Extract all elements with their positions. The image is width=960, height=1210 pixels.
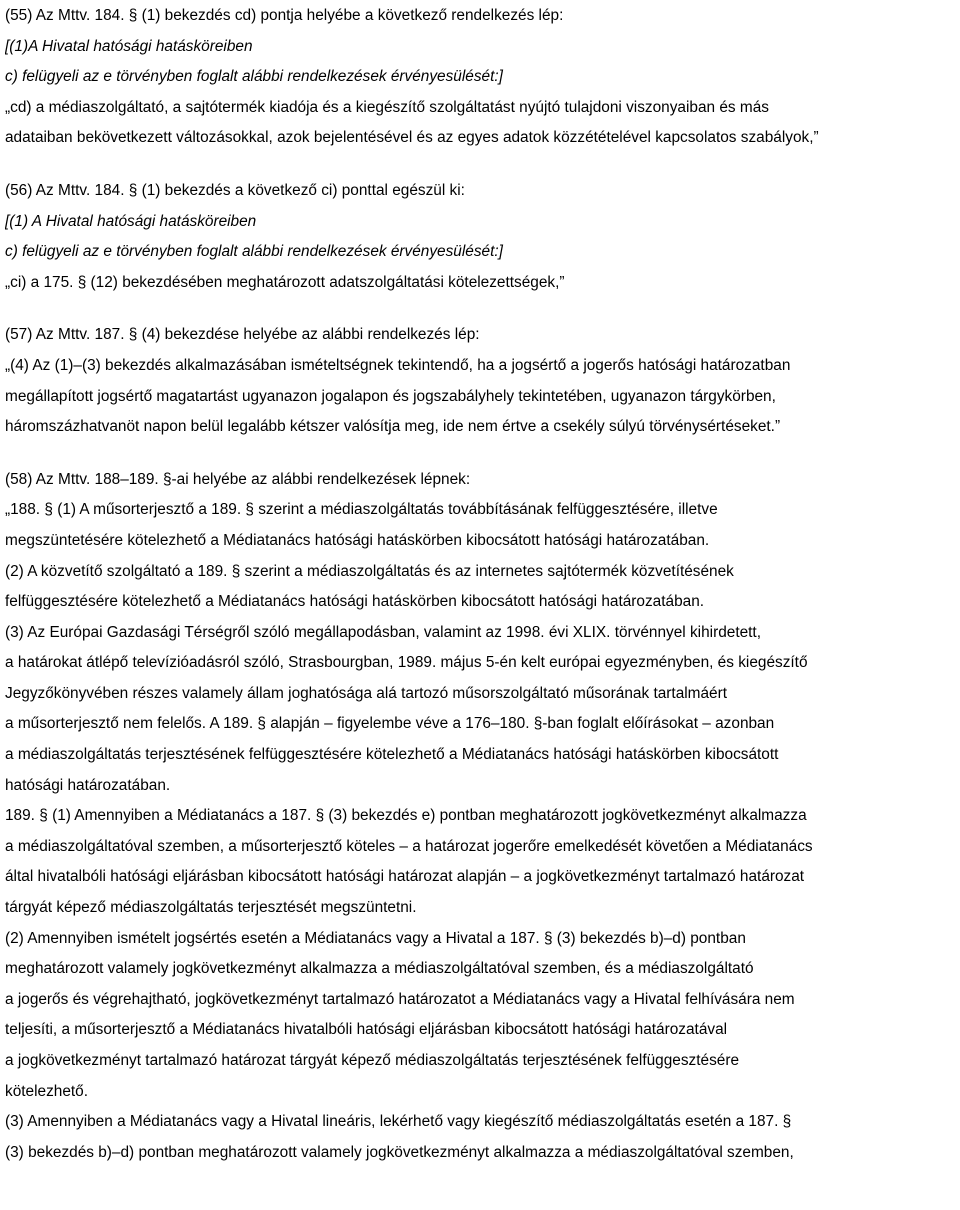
text-line: (2) A közvetítő szolgáltató a 189. § szerint a médiaszolgáltatás és az internetes sajtótermék közvetítésének [5, 562, 734, 580]
text-line: 189. § (1) Amennyiben a Médiatanács a 187. § (3) bekezdés e) pontban meghatározott jogkövetkezményt alkalmazza [5, 807, 807, 825]
paragraph-gap [5, 298, 960, 320]
text-line: (3) Az Európai Gazdasági Térségről szóló megállapodásban, valamint az 1998. évi XLIX. törvénnyel kihirdetett, [5, 623, 761, 641]
text-line: kötelezhető. [5, 1082, 88, 1100]
paragraph-gap [5, 443, 960, 465]
text-line: (58) Az Mttv. 188–189. §-ai helyébe az alábbi rendelkezések lépnek: [5, 470, 471, 488]
text-line: c) felügyeli az e törvényben foglalt alábbi rendelkezések érvényesülését:] [5, 243, 503, 261]
text-line: a jogerős és végrehajtható, jogkövetkezményt tartalmazó határozatot a Médiatanács vagy a Hivatal felhívására nem [5, 990, 795, 1008]
text-line: tárgyát képező médiaszolgáltatás terjesztését megszüntetni. [5, 899, 417, 917]
text-line: „(4) Az (1)–(3) bekezdés alkalmazásában ismételtségnek tekintendő, ha a jogsértő a jogerős hatósági határozatban [5, 356, 791, 374]
text-line: megszüntetésére kötelezhető a Médiatanács hatósági hatáskörben kibocsátott hatósági határozatában. [5, 531, 710, 549]
text-line: háromszázhatvanöt napon belül legalább kétszer valósítja meg, ide nem értve a csekély súlyú törvénysértéseket.” [5, 418, 781, 436]
text-line: (55) Az Mttv. 184. § (1) bekezdés cd) pontja helyébe a következő rendelkezés lép: [5, 7, 564, 24]
text-line: hatósági határozatában. [5, 776, 171, 794]
text-line: felfüggesztésére kötelezhető a Médiatanács hatósági hatáskörben kibocsátott hatósági határozatában. [5, 593, 705, 611]
text-line: a műsorterjesztő nem felelős. A 189. § alapján – figyelembe véve a 176–180. §-ban foglalt előírásokat – azonban [5, 715, 775, 733]
amendment-section [5, 320, 960, 442]
document-body [5, 1, 960, 1168]
text-line: adataiban bekövetkezett változásokkal, azok bejelentésével és az egyes adatok közzétételével kapcsolatos szabályok,” [5, 129, 819, 147]
text-line: a médiaszolgáltatás terjesztésének felfüggesztésére kötelezhető a Médiatanács hatósági hatáskörben kibocsátott [5, 746, 779, 764]
text-line: által hivatalbóli hatósági eljárásban kibocsátott hatósági határozat alapján – a jogkövetkezményt tartalmazó határozat [5, 868, 805, 886]
text-line: (57) Az Mttv. 187. § (4) bekezdése helyébe az alábbi rendelkezés lép: [5, 326, 480, 344]
text-line: „cd) a médiaszolgáltató, a sajtótermék kiadója és a kiegészítő szolgáltatást nyújtó tulajdoni viszonyaiban és más [5, 98, 769, 116]
text-line: „ci) a 175. § (12) bekezdésében meghatározott adatszolgáltatási kötelezettségek,” [5, 273, 565, 291]
text-line: a jogkövetkezményt tartalmazó határozat tárgyát képező médiaszolgáltatás terjesztésének felfüggesztésére [5, 1052, 740, 1069]
text-line: (56) Az Mttv. 184. § (1) bekezdés a következő ci) ponttal egészül ki: [5, 181, 465, 199]
text-line: megállapított jogsértő magatartást ugyanazon jogalapon és jogszabályhely tekintetében, ugyanazon tárgykörben, [5, 387, 776, 405]
text-line: meghatározott valamely jogkövetkezményt alkalmazza a médiaszolgáltatóval szemben, és a médiaszolgáltató [5, 960, 754, 978]
text-line: c) felügyeli az e törvényben foglalt alábbi rendelkezések érvényesülését:] [5, 68, 503, 86]
text-line: [(1) A Hivatal hatósági hatásköreiben [5, 212, 257, 230]
text-line: „188. § (1) A műsorterjesztő a 189. § szerint a médiaszolgáltatás továbbításának felfüggesztésére, illetve [5, 501, 718, 519]
text-line: (3) Amennyiben a Médiatanács vagy a Hivatal lineáris, lekérhető vagy kiegészítő médiaszolgáltatás esetén a 187. § [5, 1113, 792, 1131]
text-line: [(1)A Hivatal hatósági hatásköreiben [5, 37, 253, 55]
text-line: teljesíti, a műsorterjesztő a Médiatanács hivatalbóli hatósági eljárásban kibocsátott hatósági határozatával [5, 1021, 728, 1039]
amendment-section [5, 176, 960, 298]
text-line: a médiaszolgáltatóval szemben, a műsorterjesztő köteles – a határozat jogerőre emelkedését követően a Médiatanács [5, 837, 813, 855]
amendment-section [5, 1, 960, 154]
text-line: (3) bekezdés b)–d) pontban meghatározott valamely jogkövetkezményt alkalmazza a médiaszolgáltatóval szemben, [5, 1143, 794, 1161]
text-line: a határokat átlépő televízióadásról szóló, Strasbourgban, 1989. május 5-én kelt európai egyezményben, és kiegészítő [5, 654, 808, 672]
amendment-section [5, 465, 960, 1169]
text-line: (2) Amennyiben ismételt jogsértés esetén a Médiatanács vagy a Hivatal a 187. § (3) bekezdés b)–d) pontban [5, 929, 746, 947]
paragraph-gap [5, 154, 960, 176]
text-line: Jegyzőkönyvében részes valamely állam joghatósága alá tartozó műsorszolgáltató műsorának tartalmáért [5, 684, 728, 702]
